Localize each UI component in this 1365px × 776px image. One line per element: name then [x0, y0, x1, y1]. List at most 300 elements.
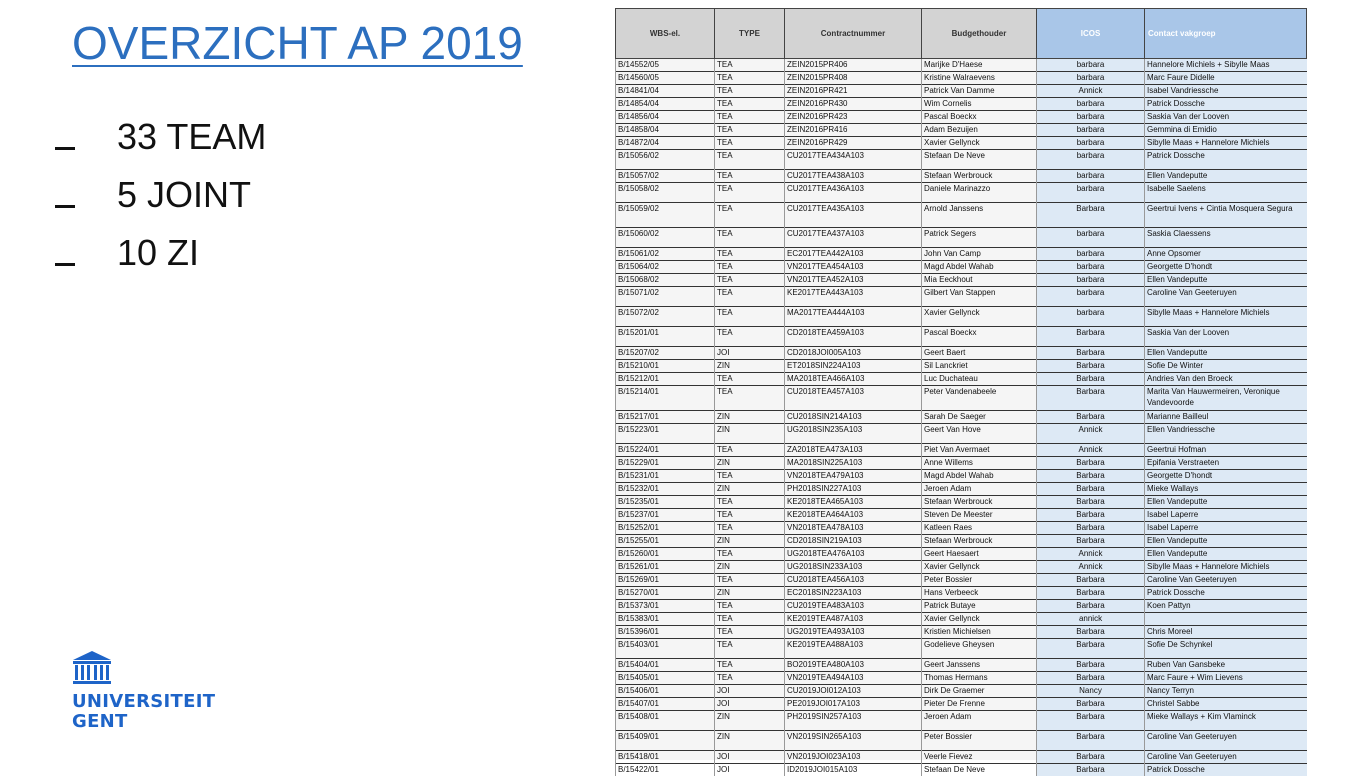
cell-contact: Patrick Dossche: [1145, 587, 1307, 600]
cell-contact: Ellen Vandeputte: [1145, 347, 1307, 360]
cell-contract: CU2017TEA438A103: [785, 170, 922, 183]
cell-budget: Xavier Gellynck: [922, 561, 1037, 574]
cell-wbs: B/15072/02: [616, 307, 715, 327]
cell-contact: Hannelore Michiels + Sibylle Maas: [1145, 59, 1307, 72]
table-row: [616, 327, 1307, 347]
cell-type: TEA: [715, 287, 785, 307]
cell-icos: Annick: [1037, 85, 1145, 98]
cell-icos: barbara: [1037, 137, 1145, 150]
cell-icos: Barbara: [1037, 711, 1145, 731]
cell-icos: Barbara: [1037, 626, 1145, 639]
cell-icos: annick: [1037, 613, 1145, 626]
dash-icon: [55, 147, 75, 150]
cell-icos: Barbara: [1037, 483, 1145, 496]
cell-icos: Barbara: [1037, 509, 1145, 522]
cell-budget: Geert Van Hove: [922, 424, 1037, 444]
table-row: [616, 150, 1307, 170]
cell-icos: barbara: [1037, 150, 1145, 170]
cell-type: JOI: [715, 347, 785, 360]
cell-icos: Barbara: [1037, 574, 1145, 587]
cell-type: TEA: [715, 386, 785, 411]
cell-contract: MA2017TEA444A103: [785, 307, 922, 327]
cell-wbs: B/15406/01: [616, 685, 715, 698]
cell-wbs: B/15235/01: [616, 496, 715, 509]
cell-icos: Barbara: [1037, 360, 1145, 373]
cell-icos: barbara: [1037, 287, 1145, 307]
cell-type: ZIN: [715, 411, 785, 424]
cell-type: ZIN: [715, 535, 785, 548]
cell-contract: CU2018TEA456A103: [785, 574, 922, 587]
bullet-item: [55, 108, 266, 166]
cell-budget: Patrick Butaye: [922, 600, 1037, 613]
cell-icos: Barbara: [1037, 535, 1145, 548]
cell-budget: Dirk De Graemer: [922, 685, 1037, 698]
cell-contact: Ellen Vandriessche: [1145, 424, 1307, 444]
cell-wbs: B/15212/01: [616, 373, 715, 386]
table-row: [616, 457, 1307, 470]
cell-wbs: B/15058/02: [616, 183, 715, 203]
cell-contact: Sibylle Maas + Hannelore Michiels: [1145, 307, 1307, 327]
cell-budget: Peter Bossier: [922, 574, 1037, 587]
table-row: [616, 764, 1307, 776]
table-row: [616, 731, 1307, 751]
cell-budget: Marijke D'Haese: [922, 59, 1037, 72]
cell-contact: Isabel Laperre: [1145, 509, 1307, 522]
bullet-text: 10 ZI: [117, 232, 199, 274]
cell-contact: Gemmina di Emidio: [1145, 124, 1307, 137]
cell-budget: Xavier Gellynck: [922, 307, 1037, 327]
dash-icon: [55, 263, 75, 266]
cell-contract: UG2018SIN235A103: [785, 424, 922, 444]
university-logo: [72, 650, 187, 732]
cell-icos: Barbara: [1037, 587, 1145, 600]
table-row: [616, 347, 1307, 360]
cell-contact: Geertrui Ivens + Cintia Mosquera Segura: [1145, 203, 1307, 228]
cell-icos: Barbara: [1037, 386, 1145, 411]
cell-type: TEA: [715, 137, 785, 150]
cell-wbs: B/14560/05: [616, 72, 715, 85]
table-row: [616, 509, 1307, 522]
cell-type: TEA: [715, 574, 785, 587]
cell-type: ZIN: [715, 731, 785, 751]
bullet-text: 5 JOINT: [117, 174, 251, 216]
cell-type: TEA: [715, 470, 785, 483]
cell-type: TEA: [715, 626, 785, 639]
cell-budget: Stefaan De Neve: [922, 150, 1037, 170]
cell-icos: Barbara: [1037, 659, 1145, 672]
cell-contract: CU2018SIN214A103: [785, 411, 922, 424]
cell-icos: Barbara: [1037, 496, 1145, 509]
cell-contact: Saskia Van der Looven: [1145, 111, 1307, 124]
table-row: [616, 548, 1307, 561]
cell-budget: Kristine Walraevens: [922, 72, 1037, 85]
cell-type: JOI: [715, 751, 785, 764]
cell-contract: CU2017TEA435A103: [785, 203, 922, 228]
cell-wbs: B/15061/02: [616, 248, 715, 261]
cell-contact: Marianne Bailleul: [1145, 411, 1307, 424]
cell-contract: PE2019JOI017A103: [785, 698, 922, 711]
cell-wbs: B/15068/02: [616, 274, 715, 287]
cell-type: TEA: [715, 170, 785, 183]
logo-line-2: GENT: [72, 712, 187, 732]
cell-contract: CD2018SIN219A103: [785, 535, 922, 548]
table-row: [616, 59, 1307, 72]
cell-contact: Isabelle Saelens: [1145, 183, 1307, 203]
overview-table: [615, 8, 1307, 776]
cell-wbs: B/15201/01: [616, 327, 715, 347]
cell-type: TEA: [715, 150, 785, 170]
cell-contact: Andries Van den Broeck: [1145, 373, 1307, 386]
cell-wbs: B/15057/02: [616, 170, 715, 183]
table-row: [616, 287, 1307, 307]
cell-type: TEA: [715, 98, 785, 111]
cell-icos: Barbara: [1037, 470, 1145, 483]
cell-contract: ZEIN2016PR423: [785, 111, 922, 124]
cell-contract: CD2018JOI005A103: [785, 347, 922, 360]
cell-wbs: B/15237/01: [616, 509, 715, 522]
cell-budget: Patrick Van Damme: [922, 85, 1037, 98]
cell-contact: Ellen Vandeputte: [1145, 274, 1307, 287]
bullet-item: [55, 166, 266, 224]
cell-budget: Gilbert Van Stappen: [922, 287, 1037, 307]
table-body: [616, 59, 1307, 776]
cell-wbs: B/15231/01: [616, 470, 715, 483]
cell-contract: CU2018TEA457A103: [785, 386, 922, 411]
cell-contact: Marita Van Hauwermeiren, Veronique Vandevoorde: [1145, 386, 1307, 411]
cell-wbs: B/15252/01: [616, 522, 715, 535]
cell-type: JOI: [715, 698, 785, 711]
cell-budget: Godelieve Gheysen: [922, 639, 1037, 659]
cell-budget: Jeroen Adam: [922, 483, 1037, 496]
cell-wbs: B/15404/01: [616, 659, 715, 672]
cell-contract: KE2018TEA465A103: [785, 496, 922, 509]
cell-contract: VN2017TEA452A103: [785, 274, 922, 287]
cell-budget: Arnold Janssens: [922, 203, 1037, 228]
cell-budget: Piet Van Avermaet: [922, 444, 1037, 457]
cell-budget: Adam Bezuijen: [922, 124, 1037, 137]
table-row: [616, 170, 1307, 183]
cell-icos: Barbara: [1037, 411, 1145, 424]
cell-contract: BO2019TEA480A103: [785, 659, 922, 672]
cell-wbs: B/14841/04: [616, 85, 715, 98]
cell-contract: ZEIN2015PR406: [785, 59, 922, 72]
cell-wbs: B/15210/01: [616, 360, 715, 373]
cell-icos: Barbara: [1037, 347, 1145, 360]
cell-contact: Isabel Laperre: [1145, 522, 1307, 535]
cell-icos: Nancy: [1037, 685, 1145, 698]
table-row: [616, 183, 1307, 203]
cell-contact: Patrick Dossche: [1145, 150, 1307, 170]
table-row: [616, 424, 1307, 444]
cell-type: TEA: [715, 124, 785, 137]
cell-type: JOI: [715, 685, 785, 698]
table-row: [616, 98, 1307, 111]
cell-budget: Anne Willems: [922, 457, 1037, 470]
cell-icos: Barbara: [1037, 639, 1145, 659]
cell-wbs: B/14872/04: [616, 137, 715, 150]
cell-contract: ZA2018TEA473A103: [785, 444, 922, 457]
cell-type: TEA: [715, 248, 785, 261]
cell-contract: CU2017TEA436A103: [785, 183, 922, 203]
cell-type: TEA: [715, 228, 785, 248]
cell-contact: Georgette D'hondt: [1145, 261, 1307, 274]
table-row: [616, 685, 1307, 698]
cell-type: ZIN: [715, 561, 785, 574]
table-row: [616, 137, 1307, 150]
cell-budget: Jeroen Adam: [922, 711, 1037, 731]
cell-wbs: B/15223/01: [616, 424, 715, 444]
slide-title: OVERZICHT AP 2019: [72, 16, 523, 70]
cell-budget: Peter Vandenabeele: [922, 386, 1037, 411]
cell-contact: Caroline Van Geeteruyen: [1145, 731, 1307, 751]
cell-contact: Marc Faure Didelle: [1145, 72, 1307, 85]
cell-type: ZIN: [715, 424, 785, 444]
cell-contract: UG2018SIN233A103: [785, 561, 922, 574]
cell-contact: Caroline Van Geeteruyen: [1145, 751, 1307, 764]
cell-budget: Xavier Gellynck: [922, 137, 1037, 150]
cell-type: ZIN: [715, 587, 785, 600]
cell-contact: Sofie De Schynkel: [1145, 639, 1307, 659]
cell-budget: John Van Camp: [922, 248, 1037, 261]
cell-wbs: B/15255/01: [616, 535, 715, 548]
cell-contact: Christel Sabbe: [1145, 698, 1307, 711]
cell-wbs: B/15229/01: [616, 457, 715, 470]
table-row: [616, 72, 1307, 85]
cell-wbs: B/15409/01: [616, 731, 715, 751]
table-row: [616, 203, 1307, 228]
cell-contract: KE2017TEA443A103: [785, 287, 922, 307]
cell-contract: CU2019JOI012A103: [785, 685, 922, 698]
cell-type: TEA: [715, 509, 785, 522]
table-row: [616, 600, 1307, 613]
cell-contact: Georgette D'hondt: [1145, 470, 1307, 483]
cell-budget: Geert Haesaert: [922, 548, 1037, 561]
table-row: [616, 561, 1307, 574]
cell-budget: Stefaan Werbrouck: [922, 535, 1037, 548]
cell-budget: Peter Bossier: [922, 731, 1037, 751]
cell-wbs: B/15056/02: [616, 150, 715, 170]
cell-contract: KE2018TEA464A103: [785, 509, 922, 522]
cell-wbs: B/15407/01: [616, 698, 715, 711]
cell-icos: barbara: [1037, 248, 1145, 261]
table-row: [616, 613, 1307, 626]
cell-contact: Anne Opsomer: [1145, 248, 1307, 261]
cell-wbs: B/14552/05: [616, 59, 715, 72]
cell-contact: [1145, 613, 1307, 626]
cell-type: TEA: [715, 659, 785, 672]
cell-budget: Sil Lanckriet: [922, 360, 1037, 373]
cell-budget: Stefaan De Neve: [922, 764, 1037, 776]
cell-icos: Barbara: [1037, 672, 1145, 685]
cell-contract: VN2017TEA454A103: [785, 261, 922, 274]
cell-wbs: B/14854/04: [616, 98, 715, 111]
cell-contract: MA2018SIN225A103: [785, 457, 922, 470]
cell-contact: Nancy Terryn: [1145, 685, 1307, 698]
cell-icos: Barbara: [1037, 373, 1145, 386]
table-row: [616, 535, 1307, 548]
table-row: [616, 373, 1307, 386]
cell-contact: Caroline Van Geeteruyen: [1145, 574, 1307, 587]
cell-type: JOI: [715, 764, 785, 776]
cell-icos: barbara: [1037, 111, 1145, 124]
bullet-item: [55, 224, 266, 282]
cell-budget: Magd Abdel Wahab: [922, 261, 1037, 274]
cell-contract: CU2017TEA434A103: [785, 150, 922, 170]
cell-wbs: B/15269/01: [616, 574, 715, 587]
cell-wbs: B/15403/01: [616, 639, 715, 659]
dash-icon: [55, 205, 75, 208]
cell-icos: Annick: [1037, 444, 1145, 457]
cell-contract: VN2018TEA478A103: [785, 522, 922, 535]
cell-budget: Pascal Boeckx: [922, 327, 1037, 347]
table-row: [616, 228, 1307, 248]
cell-contract: VN2019SIN265A103: [785, 731, 922, 751]
cell-wbs: B/15064/02: [616, 261, 715, 274]
cell-wbs: B/15224/01: [616, 444, 715, 457]
cell-type: ZIN: [715, 360, 785, 373]
cell-contract: KE2019TEA488A103: [785, 639, 922, 659]
cell-type: TEA: [715, 639, 785, 659]
cell-type: TEA: [715, 72, 785, 85]
cell-type: TEA: [715, 183, 785, 203]
cell-contact: Patrick Dossche: [1145, 98, 1307, 111]
cell-contract: ZEIN2016PR430: [785, 98, 922, 111]
cell-contact: Ellen Vandeputte: [1145, 496, 1307, 509]
cell-budget: Thomas Hermans: [922, 672, 1037, 685]
cell-budget: Geert Baert: [922, 347, 1037, 360]
logo-line-1: UNIVERSITEIT: [72, 692, 187, 712]
cell-wbs: B/15059/02: [616, 203, 715, 228]
cell-budget: Hans Verbeeck: [922, 587, 1037, 600]
cell-contract: ZEIN2016PR429: [785, 137, 922, 150]
cell-contract: CU2019TEA483A103: [785, 600, 922, 613]
cell-contact: Ruben Van Gansbeke: [1145, 659, 1307, 672]
cell-contract: ID2019JOI015A103: [785, 764, 922, 776]
cell-budget: Wim Cornelis: [922, 98, 1037, 111]
cell-contact: Mieke Wallays + Kim Vlaminck: [1145, 711, 1307, 731]
logo-text: [72, 692, 187, 732]
cell-contact: Epifania Verstraeten: [1145, 457, 1307, 470]
cell-icos: barbara: [1037, 274, 1145, 287]
cell-contact: Sibylle Maas + Hannelore Michiels: [1145, 137, 1307, 150]
cell-contact: Chris Moreel: [1145, 626, 1307, 639]
cell-contact: Ellen Vandeputte: [1145, 535, 1307, 548]
cell-contract: EC2017TEA442A103: [785, 248, 922, 261]
cell-contract: UG2018TEA476A103: [785, 548, 922, 561]
cell-icos: Annick: [1037, 561, 1145, 574]
cell-budget: Mia Eeckhout: [922, 274, 1037, 287]
cell-contract: VN2018TEA479A103: [785, 470, 922, 483]
cell-contact: Ellen Vandeputte: [1145, 548, 1307, 561]
cell-wbs: B/15217/01: [616, 411, 715, 424]
cell-budget: Patrick Segers: [922, 228, 1037, 248]
bullet-list: [55, 108, 266, 282]
table-row: [616, 124, 1307, 137]
cell-type: ZIN: [715, 457, 785, 470]
bullet-text: 33 TEAM: [117, 116, 266, 158]
cell-type: TEA: [715, 59, 785, 72]
cell-icos: Annick: [1037, 424, 1145, 444]
table-row: [616, 386, 1307, 411]
cell-type: ZIN: [715, 711, 785, 731]
cell-budget: Katleen Raes: [922, 522, 1037, 535]
cell-type: TEA: [715, 111, 785, 124]
cell-type: TEA: [715, 522, 785, 535]
table-row: [616, 672, 1307, 685]
cell-contact: Koen Pattyn: [1145, 600, 1307, 613]
cell-wbs: B/15405/01: [616, 672, 715, 685]
cell-icos: barbara: [1037, 228, 1145, 248]
cell-budget: Sarah De Saeger: [922, 411, 1037, 424]
cell-wbs: B/15214/01: [616, 386, 715, 411]
cell-wbs: B/15071/02: [616, 287, 715, 307]
cell-budget: Stefaan Werbrouck: [922, 496, 1037, 509]
cell-contract: ZEIN2015PR408: [785, 72, 922, 85]
cell-icos: barbara: [1037, 261, 1145, 274]
table-row: [616, 751, 1307, 764]
cell-budget: Geert Janssens: [922, 659, 1037, 672]
cell-contact: Saskia Claessens: [1145, 228, 1307, 248]
cell-contact: Ellen Vandeputte: [1145, 170, 1307, 183]
cell-type: TEA: [715, 672, 785, 685]
cell-budget: Magd Abdel Wahab: [922, 470, 1037, 483]
cell-budget: Steven De Meester: [922, 509, 1037, 522]
table-row: [616, 85, 1307, 98]
table-row: [616, 444, 1307, 457]
cell-wbs: B/15383/01: [616, 613, 715, 626]
table-row: [616, 307, 1307, 327]
cell-type: TEA: [715, 613, 785, 626]
cell-contract: PH2018SIN227A103: [785, 483, 922, 496]
cell-budget: Xavier Gellynck: [922, 613, 1037, 626]
header-contact: Contact vakgroep: [1145, 9, 1307, 59]
cell-icos: Barbara: [1037, 731, 1145, 751]
header-budget: Budgethouder: [922, 9, 1037, 59]
table-row: [616, 711, 1307, 731]
cell-wbs: B/14856/04: [616, 111, 715, 124]
cell-wbs: B/15207/02: [616, 347, 715, 360]
cell-type: TEA: [715, 261, 785, 274]
table-row: [616, 587, 1307, 600]
cell-wbs: B/15060/02: [616, 228, 715, 248]
cell-icos: barbara: [1037, 98, 1145, 111]
cell-contract: KE2019TEA487A103: [785, 613, 922, 626]
table-row: [616, 483, 1307, 496]
table-row: [616, 248, 1307, 261]
cell-budget: Veerle Fievez: [922, 751, 1037, 764]
cell-wbs: B/15418/01: [616, 751, 715, 764]
table-row: [616, 470, 1307, 483]
table-row: [616, 274, 1307, 287]
cell-icos: barbara: [1037, 124, 1145, 137]
header-icos: ICOS: [1037, 9, 1145, 59]
cell-icos: Barbara: [1037, 600, 1145, 613]
cell-icos: barbara: [1037, 59, 1145, 72]
header-type: TYPE: [715, 9, 785, 59]
cell-type: TEA: [715, 548, 785, 561]
cell-icos: Annick: [1037, 548, 1145, 561]
cell-contract: EC2018SIN223A103: [785, 587, 922, 600]
cell-type: TEA: [715, 274, 785, 287]
header-contract: Contractnummer: [785, 9, 922, 59]
cell-contact: Marc Faure + Wim Lievens: [1145, 672, 1307, 685]
cell-contract: VN2019JOI023A103: [785, 751, 922, 764]
cell-contact: Sofie De Winter: [1145, 360, 1307, 373]
cell-type: TEA: [715, 327, 785, 347]
cell-type: TEA: [715, 373, 785, 386]
table-row: [616, 698, 1307, 711]
cell-budget: Stefaan Werbrouck: [922, 170, 1037, 183]
